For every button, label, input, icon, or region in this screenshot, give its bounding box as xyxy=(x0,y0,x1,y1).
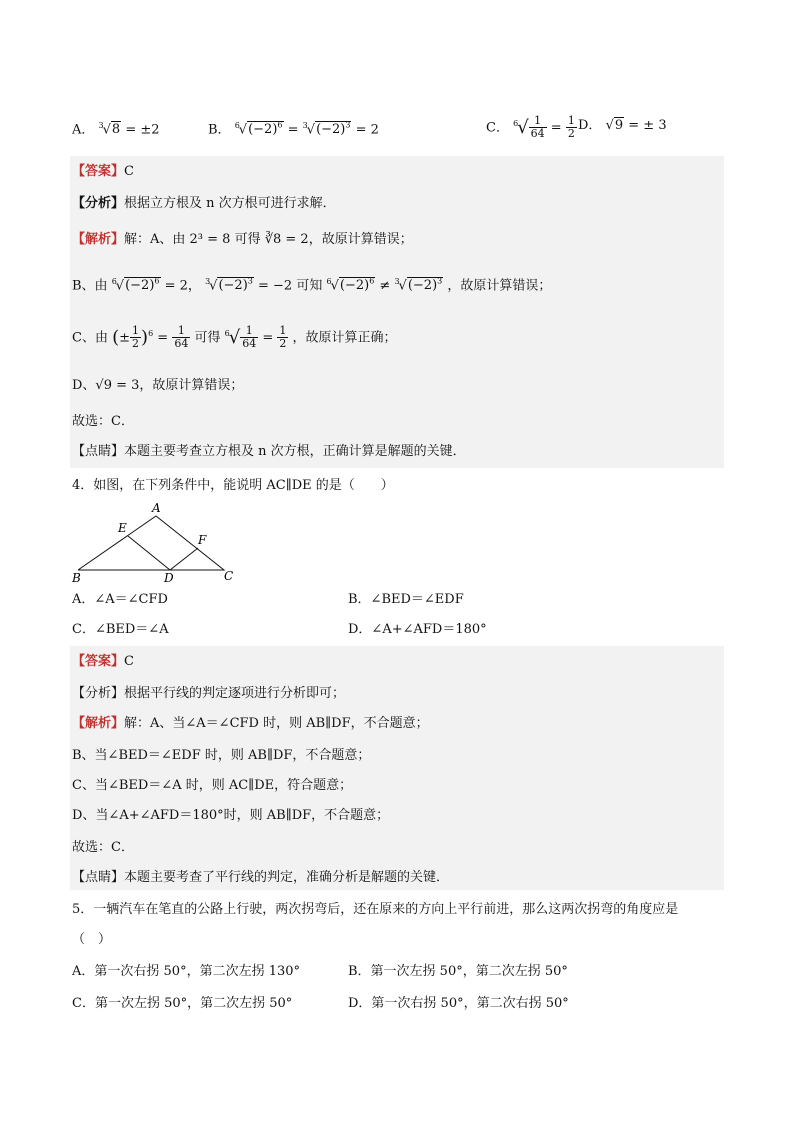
solution-tag: 【解析】 xyxy=(72,232,125,247)
comment-text: 本题主要考查立方根及 n 次方根，正确计算是解题的关键． xyxy=(124,444,466,459)
q5-option-a[interactable]: A．第一次右拐 50°，第二次左拐 130° xyxy=(72,964,301,979)
q4-comment: 【点睛】本题主要考查了平行线的判定，准确分析是解题的关键． xyxy=(72,870,450,885)
q5-option-b[interactable]: B．第一次左拐 50°，第二次左拐 50° xyxy=(348,964,568,979)
q4-solution-block xyxy=(70,646,724,890)
segment-ed xyxy=(128,536,170,570)
point-label-f: F xyxy=(198,533,207,547)
solution-text: ，故原计算错误； xyxy=(447,278,552,294)
comment-tag: 【点睛】 xyxy=(72,444,125,459)
q3-analysis xyxy=(72,194,336,214)
solution-text: 解：A、由 2³ = 8 可得 ∛8 = 2，故原计算错误； xyxy=(124,232,413,247)
q3-solution-b: B、由 $^6√(-2)^6 = 2$， $^3√(-2)^3 = -2$ 可知 $^6√(-2)^6 \ne ^3√(-2)^3$ ，故原计算错误； xyxy=(72,277,552,294)
solution-text: = −2 可知 xyxy=(258,278,323,294)
q3-option-c[interactable]: C． $^6$√ $\frac{1}{64}$ = $\frac{1}{2}$ xyxy=(486,114,575,141)
segment-df xyxy=(170,548,198,570)
q4-stem xyxy=(72,476,394,496)
point-label-d: D xyxy=(164,571,174,585)
q3-option-a[interactable]: A． $^3$√8 = ±2 xyxy=(72,121,160,138)
q4-option-b[interactable]: B．∠BED＝∠EDF xyxy=(348,592,464,607)
q4-option-c[interactable]: C．∠BED＝∠A xyxy=(72,622,169,637)
option-label: B． xyxy=(208,122,231,138)
solution-text: D、√9 = 3，故原计算错误； xyxy=(72,378,244,393)
point-label-b: B xyxy=(72,571,81,585)
q5-stem-line2: （ ） xyxy=(72,932,112,947)
option-label: A． xyxy=(72,122,95,138)
q4-choose: 故选：C． xyxy=(72,840,134,855)
q3-option-b[interactable]: B． $^6√(-2)^6 = ^3√(-2)^3 = 2$ xyxy=(208,121,379,138)
q5-option-d[interactable]: D．第一次右拐 50°，第二次右拐 50° xyxy=(348,996,569,1011)
solution-text: C、由 xyxy=(72,330,108,346)
choose-text: 故选：C． xyxy=(72,414,134,429)
solution-text: ，故原计算正确； xyxy=(292,330,397,346)
q3-answer xyxy=(72,162,134,182)
q4-answer: 【答案】C xyxy=(72,654,134,669)
q4-solution-a: 【解析】解：A、当∠A＝∠CFD 时，则 AB∥DF，不合题意； xyxy=(72,716,429,731)
q4-solution-d: D、当∠A+∠AFD＝180°时，则 AB∥DF，不合题意； xyxy=(72,808,390,823)
option-expr: = ±2 xyxy=(125,122,160,138)
q4-option-a[interactable]: A．∠A＝∠CFD xyxy=(72,592,168,607)
q5-option-c[interactable]: C．第一次左拐 50°，第二次左拐 50° xyxy=(72,996,293,1011)
answer-value: C xyxy=(124,164,134,179)
question-text: 4．如图，在下列条件中，能说明 AC∥DE 的是（ ） xyxy=(72,478,394,493)
solution-text: B、由 xyxy=(72,278,108,294)
q3-solution-a xyxy=(72,230,413,250)
option-label: C． xyxy=(486,120,509,136)
answer-tag: 【答案】 xyxy=(72,164,125,179)
point-label-e: E xyxy=(118,521,127,535)
q4-option-d[interactable]: D．∠A+∠AFD＝180° xyxy=(348,622,487,637)
solution-text: 可得 xyxy=(194,330,221,346)
q3-solution-d xyxy=(72,376,243,396)
analysis-text: 根据立方根及 n 次方根可进行求解． xyxy=(124,196,336,211)
option-expr: = ± 3 xyxy=(628,118,667,133)
q3-comment xyxy=(72,442,466,462)
q5-stem-line1: 5．一辆汽车在笔直的公路上行驶，两次拐弯后，还在原来的方向上平行前进，那么这两次拐弯的角度应是 xyxy=(72,902,679,917)
option-label: D． xyxy=(578,118,602,133)
q4-figure xyxy=(66,500,246,586)
q3-choose xyxy=(72,412,134,432)
q4-analysis: 【分析】根据平行线的判定逐项进行分析即可； xyxy=(72,686,346,701)
q3-option-d[interactable]: D． √9 = ± 3 xyxy=(578,118,667,133)
solution-text: = 2， xyxy=(164,278,201,294)
point-label-a: A xyxy=(152,501,161,515)
q3-solution-c: C、由 (± $\frac{1}{2}$ )$^6$ = $\frac{1}{64}$ 可得 $^6$√ $\frac{1}{64}$ = $\frac{1}{2}$ ，故原计算正确； xyxy=(72,324,397,351)
q4-solution-c: C、当∠BED＝∠A 时，则 AC∥DE，符合题意； xyxy=(72,778,353,793)
point-label-c: C xyxy=(224,569,234,583)
analysis-tag: 【分析】 xyxy=(72,196,125,211)
option-expr: = 2 xyxy=(355,122,379,138)
q4-solution-b: B、当∠BED＝∠EDF 时，则 AB∥DF，不合题意； xyxy=(72,748,371,763)
